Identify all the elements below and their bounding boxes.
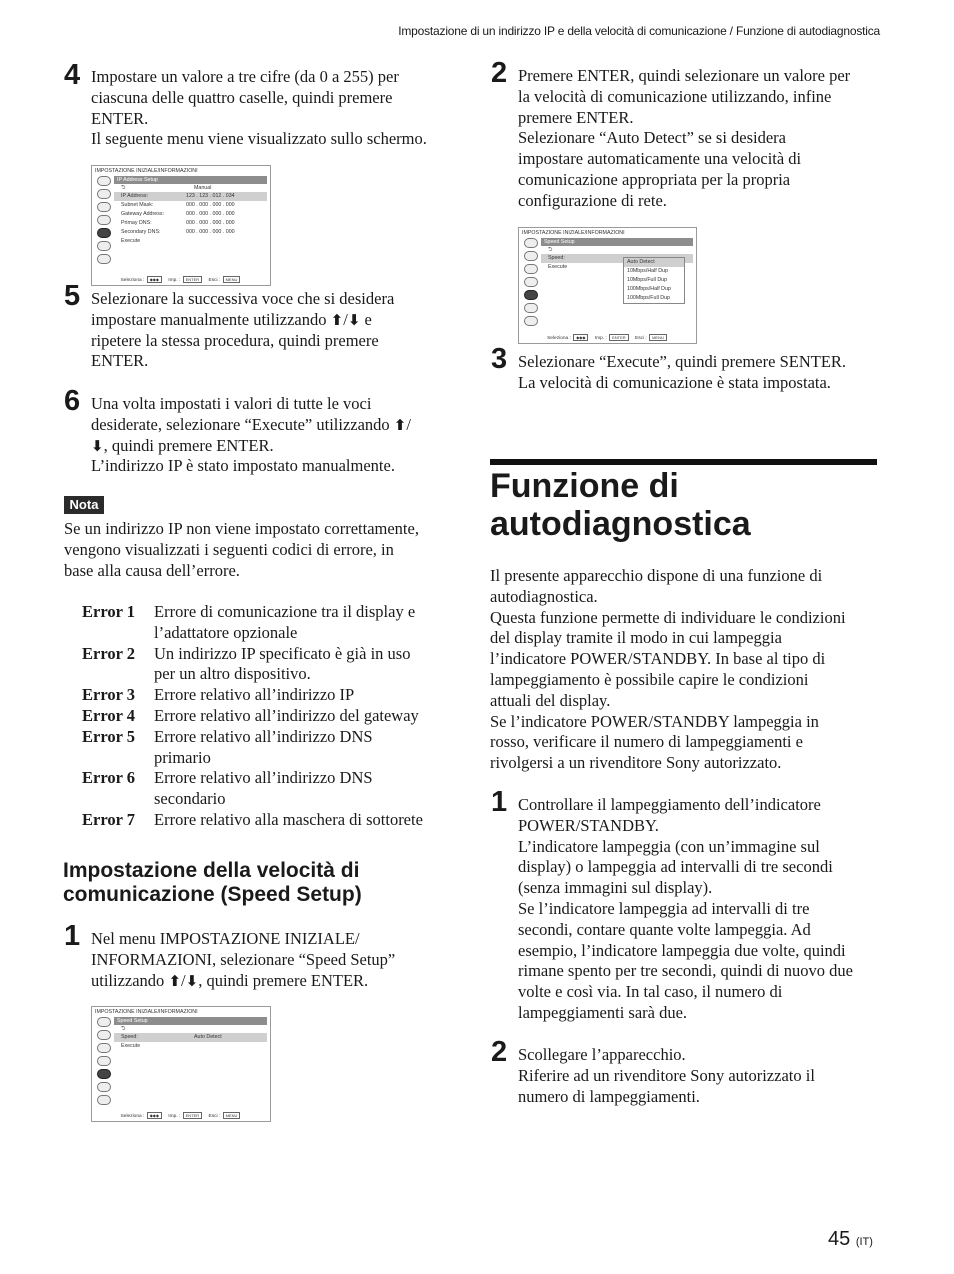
text-line: impostare manualmente utilizzando ⬆/⬇ e bbox=[91, 309, 372, 329]
diag-step-1-text bbox=[518, 795, 853, 1024]
menu-row bbox=[114, 201, 267, 210]
error-code: Error 6 bbox=[82, 768, 136, 788]
text-line: esempio, l’indicatore lampeggia due volte, quindi bbox=[518, 940, 846, 960]
step-3-text bbox=[518, 352, 846, 394]
menu-row bbox=[114, 219, 267, 228]
step-number: 5 bbox=[64, 280, 81, 312]
arrow-keys-icon: ◆◆◆ bbox=[147, 276, 162, 283]
text-line: l’indicatore POWER/STANDBY. In base al tipo di bbox=[490, 649, 826, 669]
setup-menu-icon bbox=[97, 228, 111, 238]
timer-menu-icon bbox=[97, 1056, 111, 1066]
step-number: 2 bbox=[491, 1036, 508, 1068]
section-rule bbox=[490, 459, 877, 465]
error-desc: Un indirizzo IP specificato è già in uso per un altro dispositivo. bbox=[154, 643, 411, 684]
menu-panel bbox=[114, 176, 267, 246]
text-line: impostare automaticamente una velocità di bbox=[518, 149, 802, 169]
arrow-keys-icon: ◆◆◆ bbox=[573, 334, 588, 341]
text-line: rivolgersi a un rivenditore Sony autorizzato. bbox=[490, 753, 782, 773]
row-value: 000 . 000 . 000 . 000 bbox=[186, 211, 235, 217]
heading-line: Impostazione della velocità di bbox=[63, 859, 360, 882]
text-line: display) o lampeggia ad intervalli di tre secondi bbox=[518, 857, 833, 877]
error-code: Error 4 bbox=[82, 705, 136, 725]
setup-menu-icon bbox=[524, 290, 538, 300]
info-menu-icon bbox=[524, 316, 538, 326]
row-value: 000 . 000 . 000 . 000 bbox=[186, 229, 235, 235]
text-line: Selezionare “Execute”, quindi premere SENTER. bbox=[518, 352, 847, 371]
text-line: numero di lampeggiamenti. bbox=[518, 1086, 700, 1106]
text-line: rosso, verificare il numero di lampeggiamenti e bbox=[490, 732, 803, 752]
text-line: utilizzando ⬆/⬇, quindi premere ENTER. bbox=[91, 970, 369, 990]
error-list bbox=[82, 602, 452, 831]
picture-menu-icon bbox=[97, 176, 111, 186]
step-number: 4 bbox=[64, 59, 81, 91]
error-desc: Errore relativo all’indirizzo IP bbox=[154, 685, 355, 705]
timer-menu-icon bbox=[97, 215, 111, 225]
text-line: L’indicatore lampeggia (con un’immagine sul bbox=[518, 836, 820, 856]
row-label: Execute bbox=[548, 264, 568, 270]
text-line: ciascuna delle quattro caselle, quindi premere bbox=[91, 87, 393, 107]
text-line: volte e così via. In tal caso, il numero di bbox=[518, 982, 783, 1002]
row-value: 123 . 123 . 012 . 034 bbox=[186, 193, 235, 199]
footer-select: Seleziona : bbox=[120, 278, 145, 283]
error-code: Error 3 bbox=[82, 685, 136, 705]
timer-menu-icon bbox=[524, 277, 538, 287]
info-menu-icon bbox=[97, 254, 111, 264]
speed-setup-screen bbox=[91, 1006, 271, 1122]
info-menu-icon bbox=[97, 1095, 111, 1105]
text-line: ENTER. bbox=[91, 351, 149, 371]
menu-key-icon: MENU bbox=[649, 334, 667, 341]
error-desc: Errore relativo all’indirizzo DNS primario bbox=[154, 726, 373, 767]
text-line: Il presente apparecchio dispone di una funzione di bbox=[490, 566, 823, 585]
menu-key-icon: MENU bbox=[223, 1112, 241, 1119]
text-line: Impostare un valore a tre cifre (da 0 a 255) per bbox=[91, 67, 399, 86]
ip-setup-screen bbox=[91, 165, 271, 286]
up-arrow-icon: ⬆ bbox=[330, 310, 344, 329]
page-number bbox=[828, 1228, 873, 1251]
dropdown-option: 100Mbps/Half Dup bbox=[627, 286, 671, 292]
text-line: Premere ENTER, quindi selezionare un valore per bbox=[518, 66, 851, 85]
menu-sidebar bbox=[95, 176, 113, 267]
text-line: Se un indirizzo IP non viene impostato correttamente, bbox=[64, 519, 419, 538]
menu-row bbox=[114, 237, 267, 246]
panel-header: Speed Setup bbox=[114, 1017, 267, 1025]
audio-menu-icon bbox=[97, 1043, 111, 1053]
text-line: Controllare il lampeggiamento dell’indicatore bbox=[518, 795, 821, 814]
error-desc: Errore relativo alla maschera di sottorete bbox=[154, 809, 423, 829]
text-line: la velocità di comunicazione utilizzando, infine bbox=[518, 86, 832, 106]
option-menu-icon bbox=[97, 1082, 111, 1092]
menu-panel bbox=[114, 1017, 267, 1051]
menu-row bbox=[114, 1042, 267, 1051]
return-icon: ⮌ bbox=[121, 1026, 126, 1032]
error-desc: Errore relativo all’indirizzo DNS secondario bbox=[154, 768, 373, 809]
footer-select: Seleziona : bbox=[547, 336, 571, 341]
row-value: Auto Detect bbox=[194, 1034, 222, 1040]
text-line: ⬇, quindi premere ENTER. bbox=[91, 435, 274, 455]
dropdown-option: 10Mbps/Full Dup bbox=[627, 277, 668, 283]
speed-setup-heading bbox=[63, 859, 362, 907]
step-5-text bbox=[91, 289, 394, 372]
row-value: Manual bbox=[194, 185, 212, 191]
error-desc: Errore relativo all’indirizzo del gateway bbox=[154, 705, 419, 725]
text-line: base alla causa dell’errore. bbox=[64, 560, 240, 580]
screen-title: IMPOSTAZIONE INIZIALE/INFORMAZIONI bbox=[95, 1009, 198, 1015]
step-6-text bbox=[91, 394, 411, 477]
error-item bbox=[82, 727, 452, 769]
text-line: POWER/STANDBY. bbox=[518, 815, 659, 835]
screen-footer bbox=[92, 276, 270, 283]
option-menu-icon bbox=[524, 303, 538, 313]
picture-menu-icon bbox=[97, 1017, 111, 1027]
text-line: autodiagnostica. bbox=[490, 586, 598, 606]
menu-key-icon: MENU bbox=[223, 276, 241, 283]
up-arrow-icon: ⬆ bbox=[168, 971, 182, 990]
error-item bbox=[82, 685, 452, 706]
row-label: Secondary DNS: bbox=[121, 229, 161, 235]
screen-title: IMPOSTAZIONE INIZIALE/INFORMAZIONI bbox=[522, 230, 625, 236]
text-line: Riferire ad un rivenditore Sony autorizzato il bbox=[518, 1065, 815, 1085]
footer-select: Seleziona : bbox=[120, 1114, 145, 1119]
enter-key-icon: ENTER bbox=[183, 276, 203, 283]
row-value: 000 . 000 . 000 . 000 bbox=[186, 202, 235, 208]
picture-menu-icon bbox=[524, 238, 538, 248]
screen-title: IMPOSTAZIONE INIZIALE/INFORMAZIONI bbox=[95, 168, 198, 174]
error-item bbox=[82, 602, 452, 644]
arrow-keys-icon: ◆◆◆ bbox=[147, 1112, 162, 1119]
text-line: (senza immagini sul display). bbox=[518, 878, 713, 898]
row-label: Execute bbox=[121, 238, 141, 244]
screen-footer bbox=[519, 334, 696, 341]
footer-esci: Esci : bbox=[208, 278, 221, 283]
page-lang: (IT) bbox=[855, 1236, 873, 1248]
panel-header: Speed Setup bbox=[541, 238, 693, 246]
menu-row bbox=[541, 246, 693, 254]
nota-text bbox=[64, 519, 419, 581]
footer-imp: Imp. : bbox=[594, 336, 607, 341]
heading-line: comunicazione (Speed Setup) bbox=[63, 883, 362, 906]
screen-footer bbox=[92, 1112, 270, 1119]
up-arrow-icon: ⬆ bbox=[393, 415, 407, 434]
text-line: ripetere la stessa procedura, quindi premere bbox=[91, 330, 379, 350]
text-line: Se l’indicatore POWER/STANDBY lampeggia in bbox=[490, 711, 819, 731]
error-item bbox=[82, 810, 452, 831]
audio-menu-icon bbox=[97, 202, 111, 212]
step-4-text bbox=[91, 67, 427, 150]
menu-row bbox=[114, 192, 267, 201]
page-number-value: 45 bbox=[828, 1228, 851, 1250]
row-label: Execute bbox=[121, 1043, 141, 1049]
menu-sidebar bbox=[95, 1017, 113, 1108]
title-line: Funzione di bbox=[490, 467, 679, 505]
menu-row bbox=[114, 1025, 267, 1033]
screen-menu-icon bbox=[97, 1030, 111, 1040]
menu-row bbox=[114, 210, 267, 219]
text-line: INFORMAZIONI, selezionare “Speed Setup” bbox=[91, 949, 396, 969]
error-item bbox=[82, 768, 452, 810]
text-line: Selezionare la successiva voce che si desidera bbox=[91, 289, 395, 308]
text-line: Questa funzione permette di individuare le condizioni bbox=[490, 607, 846, 627]
row-label: Primay DNS: bbox=[121, 220, 152, 226]
footer-esci: Esci : bbox=[208, 1114, 221, 1119]
text-line: lampeggiamento è possibile capire le condizioni bbox=[490, 669, 809, 689]
speed-dropdown bbox=[623, 257, 685, 304]
row-label: Subnet Mask: bbox=[121, 202, 154, 208]
text-line: vengono visualizzati i seguenti codici di errore, in bbox=[64, 539, 394, 559]
text-line: Selezionare “Auto Detect” se si desidera bbox=[518, 128, 787, 148]
row-label: Speed: bbox=[548, 255, 565, 261]
menu-row bbox=[114, 184, 267, 192]
text-line: rimane spento per tre secondi, quindi di nuovo due bbox=[518, 961, 853, 981]
row-value: 000 . 000 . 000 . 000 bbox=[186, 220, 235, 226]
text-line: L’indirizzo IP è stato impostato manualmente. bbox=[91, 456, 395, 476]
down-arrow-icon: ⬇ bbox=[185, 971, 199, 990]
row-label: Speed: bbox=[121, 1034, 138, 1040]
step-number: 6 bbox=[64, 385, 81, 417]
text-line: Se l’indicatore lampeggia ad intervalli di tre bbox=[518, 898, 810, 918]
text-line: ENTER. bbox=[91, 108, 149, 128]
down-arrow-icon: ⬇ bbox=[91, 436, 104, 455]
diag-step-2-text bbox=[518, 1045, 815, 1107]
text-line: attuali del display. bbox=[490, 690, 611, 710]
text-line: premere ENTER. bbox=[518, 107, 634, 127]
screen-menu-icon bbox=[97, 189, 111, 199]
text-line: La velocità di comunicazione è stata impostata. bbox=[518, 372, 831, 392]
return-icon: ⮌ bbox=[121, 185, 126, 191]
error-item bbox=[82, 644, 452, 686]
text-line: Scollegare l’apparecchio. bbox=[518, 1045, 686, 1064]
return-icon: ⮌ bbox=[548, 247, 553, 253]
error-code: Error 7 bbox=[82, 809, 136, 829]
running-head: Impostazione di un indirizzo IP e della velocità di comunicazione / Funzione di autodiagnostica bbox=[398, 24, 880, 38]
menu-row bbox=[114, 1033, 267, 1042]
error-item bbox=[82, 706, 452, 727]
text-line: Nel menu IMPOSTAZIONE INIZIALE/ bbox=[91, 929, 360, 948]
menu-sidebar bbox=[522, 238, 540, 329]
setup-menu-icon bbox=[97, 1069, 111, 1079]
row-label: IP Address: bbox=[121, 193, 148, 199]
text-line: Il seguente menu viene visualizzato sullo schermo. bbox=[91, 129, 427, 149]
step-number: 2 bbox=[491, 57, 508, 89]
row-label: Gateway Address: bbox=[121, 211, 164, 217]
step-number: 1 bbox=[491, 786, 508, 818]
menu-row bbox=[114, 228, 267, 237]
enter-key-icon: ENTER bbox=[609, 334, 629, 341]
audio-menu-icon bbox=[524, 264, 538, 274]
down-arrow-icon: ⬇ bbox=[347, 310, 361, 329]
text-line: lampeggiamenti sarà due. bbox=[518, 1002, 688, 1022]
error-code: Error 1 bbox=[82, 602, 136, 621]
footer-imp: Imp. : bbox=[168, 1114, 181, 1119]
error-desc: Errore di comunicazione tra il display e l’adattatore opzionale bbox=[154, 602, 416, 642]
dropdown-option: 10Mbps/Half Dup bbox=[627, 268, 668, 274]
intro-text bbox=[490, 566, 846, 774]
option-menu-icon bbox=[97, 241, 111, 251]
error-code: Error 5 bbox=[82, 726, 136, 746]
panel-header: IP Address Setup bbox=[114, 176, 267, 184]
dropdown-option: 100Mbps/Full Dup bbox=[627, 295, 670, 301]
section-title bbox=[490, 467, 751, 543]
step-2-text bbox=[518, 66, 850, 212]
footer-esci: Esci : bbox=[635, 336, 647, 341]
text-line: configurazione di rete. bbox=[518, 190, 667, 210]
text-line: comunicazione appropriata per la propria bbox=[518, 169, 791, 189]
step-1-text bbox=[91, 929, 395, 991]
enter-key-icon: ENTER bbox=[183, 1112, 203, 1119]
text-line: desiderate, selezionare “Execute” utilizzando ⬆/ bbox=[91, 414, 411, 434]
dropdown-option: Auto Detect bbox=[624, 258, 684, 267]
text-line: secondi, contare quante volte lampeggia. Ad bbox=[518, 919, 811, 939]
speed-options-screen bbox=[518, 227, 697, 344]
text-line: Una volta impostati i valori di tutte le voci bbox=[91, 394, 372, 413]
step-number: 1 bbox=[64, 920, 81, 952]
text-line: del display tramite il modo in cui lampeggia bbox=[490, 628, 782, 648]
title-line: autodiagnostica bbox=[490, 505, 751, 543]
nota-badge: Nota bbox=[64, 496, 104, 514]
step-number: 3 bbox=[491, 343, 508, 375]
screen-menu-icon bbox=[524, 251, 538, 261]
footer-imp: Imp. : bbox=[168, 278, 181, 283]
error-code: Error 2 bbox=[82, 643, 136, 663]
